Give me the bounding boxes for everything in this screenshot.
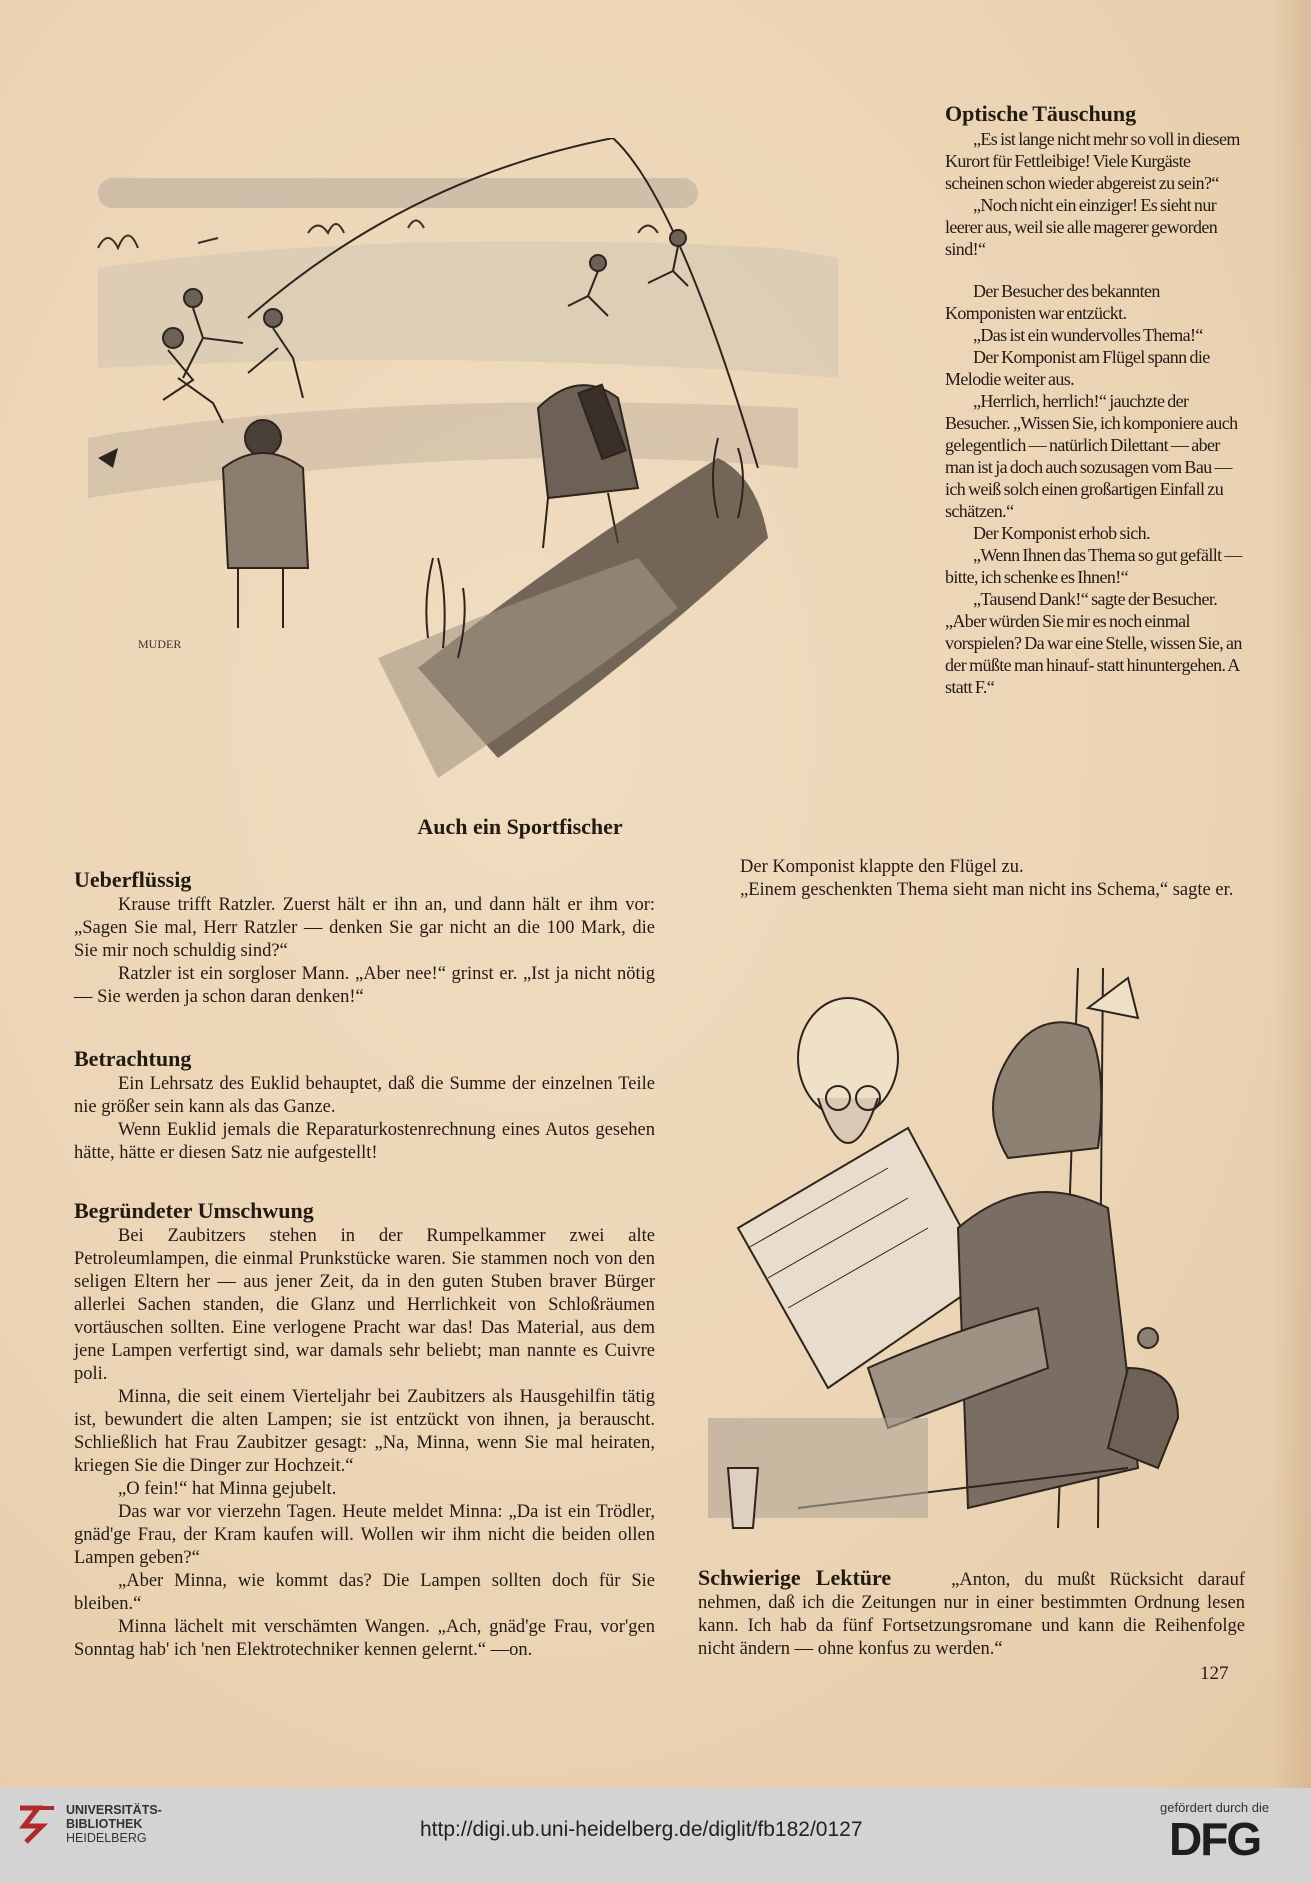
dfg-logo-text: DFG (1169, 1813, 1261, 1865)
paragraph: Minna lächelt mit verschämten Wangen. „Ach, gnäd'ge Frau, vor'gen Sonntag hab' ich 'nen Elektrotechniker kennen gelernt.“ —on. (74, 1617, 655, 1660)
paragraph: Ein Lehrsatz des Euklid behauptet, daß die Summe der einzelnen Teile nie größer sein kann als das Ganze. (74, 1074, 655, 1117)
paragraph: Das war vor vierzehn Tagen. Heute meldet Minna: „Da ist ein Trödler, gnäd'ge Frau, der Kram kaufen will. Wollen wir ihm nicht die beiden ollen Lampen geben?“ (74, 1502, 655, 1568)
article-title: Optische Täuschung (945, 101, 1137, 126)
paragraph: „Wenn Ihnen das Thema so gut gefällt — bitte, ich schenke es Ihnen!“ (945, 545, 1242, 587)
paragraph: „Aber Minna, wie kommt das? Die Lampen sollten doch für Sie bleiben.“ (74, 1571, 655, 1614)
left-column (74, 866, 655, 1662)
paragraph: Bei Zaubitzers stehen in der Rumpelkammer zwei alte Petroleumlampen, die einmal Prunkstücke waren. Sie stammen noch von den seligen Eltern her — aus jener Zeit, da in den guten Stuben braver Bürger allerlei Sachen standen, die Glanz und Herrlichkeit von Schloßräumen vortäuschen sollten. Eine verlogene Pracht war das! Das Material, aus dem jene Lampen verfertigt sind, war damals sehr beliebt; man nannte es Cuivre poli. (74, 1226, 655, 1384)
article-schwierige-lektuere (698, 1566, 1245, 1661)
dfg-logo[interactable] (1160, 1800, 1269, 1863)
paragraph: „O fein!“ hat Minna gejubelt. (118, 1479, 337, 1499)
paragraph: „Herrlich, herrlich!“ jauchzte der Besucher. „Wissen Sie, ich komponiere auch gelegentlich — natürlich Dilettant — aber man ist ja doch auch sozusagen vom Bau — ich weiß solch einen großartigen Einfall zu schätzen.“ (945, 391, 1238, 521)
digitization-footer (0, 1788, 1311, 1883)
paragraph: Krause trifft Ratzler. Zuerst hält er ihn an, und dann hält er ihm vor: „Sagen Sie mal, Herr Ratzler — denken Sie gar nicht an die 100 Mark, die Sie mir noch schuldig sind?“ (74, 895, 655, 961)
library-name-line: UNIVERSITÄTS- (66, 1803, 162, 1817)
paragraph: Der Komponist erhob sich. (973, 523, 1150, 543)
page-number: 127 (1200, 1663, 1229, 1684)
library-name-line: BIBLIOTHEK (66, 1817, 143, 1831)
paragraph: „Es ist lange nicht mehr so voll in diesem Kurort für Fettleibige! Viele Kurgäste scheinen schon wieder abgereist zu sein?“ (945, 129, 1240, 193)
article-optische-taeuschung (945, 100, 1245, 698)
paragraph: „Tausend Dank!“ sagte der Besucher. „Aber würden Sie mir es noch einmal vorspielen? Da war eine Stelle, wissen Sie, an der müßte man hinauf- statt hinuntergehen. A statt F.“ (945, 589, 1242, 697)
permalink-url[interactable]: http://digi.ub.uni-heidelberg.de/diglit/fb182/0127 (420, 1818, 863, 1841)
paragraph: Der Komponist am Flügel spann die Melodie weiter aus. (945, 347, 1210, 389)
paragraph: Der Besucher des bekannten Komponisten war entzückt. (945, 281, 1160, 323)
library-name-line: HEIDELBERG (66, 1831, 147, 1845)
illustration-sport-fisher (78, 138, 928, 808)
article-text: „Anton, du mußt Rücksicht darauf nehmen, daß ich die Zeitungen nur in einer bestimmten Ordnung lesen kann. Ich hab da fünf Fortsetzungsromane und kann die Reihenfolge nicht ändern — ohne konfus zu werden.“ (698, 1570, 1245, 1659)
illustration-reading-couple (708, 930, 1248, 1556)
ub-logo-icon (14, 1802, 58, 1846)
paragraph: Ratzler ist ein sorgloser Mann. „Aber nee!“ grinst er. „Ist ja nicht nötig — Sie werden ja schon daran denken!“ (74, 964, 655, 1007)
page-edge-shadow (1271, 0, 1311, 1788)
article-komponist-ending (696, 856, 1245, 902)
paragraph: „Einem geschenkten Thema sieht man nicht ins Schema,“ sagte er. (740, 880, 1234, 900)
illustrator-signature: MUDER (138, 637, 182, 651)
paragraph: Minna, die seit einem Vierteljahr bei Zaubitzers als Hausgehilfin tätig ist, bewundert die alten Lampen; sie ist entzückt von ihnen, ja berauscht. Schließlich hat Frau Zaubitzer gesagt: „Na, Minna, wenn Sie mal heiraten, kriegen Sie die Dinger zur Hochzeit.“ (74, 1387, 655, 1476)
article-title: Betrachtung (74, 1046, 192, 1071)
article-title: Begründeter Umschwung (74, 1198, 314, 1223)
paragraph: „Noch nicht ein einziger! Es sieht nur leerer aus, weil sie alle magerer geworden sind!“ (945, 195, 1218, 259)
article-title: Schwierige Lektüre (698, 1565, 892, 1590)
article-title: Ueberflüssig (74, 867, 192, 892)
ub-heidelberg-logo[interactable] (14, 1802, 162, 1846)
paragraph: Der Komponist klappte den Flügel zu. (740, 857, 1024, 877)
paragraph: „Das ist ein wundervolles Thema!“ (973, 325, 1203, 345)
paragraph (698, 1566, 1245, 1661)
illustration-caption: Auch ein Sportfischer (417, 814, 623, 839)
funding-note: gefördert durch die (1160, 1800, 1270, 1815)
paragraph: Wenn Euklid jemals die Reparaturkostenrechnung eines Autos gesehen hätte, hätte er diesen Satz nie aufgestellt! (74, 1120, 655, 1163)
